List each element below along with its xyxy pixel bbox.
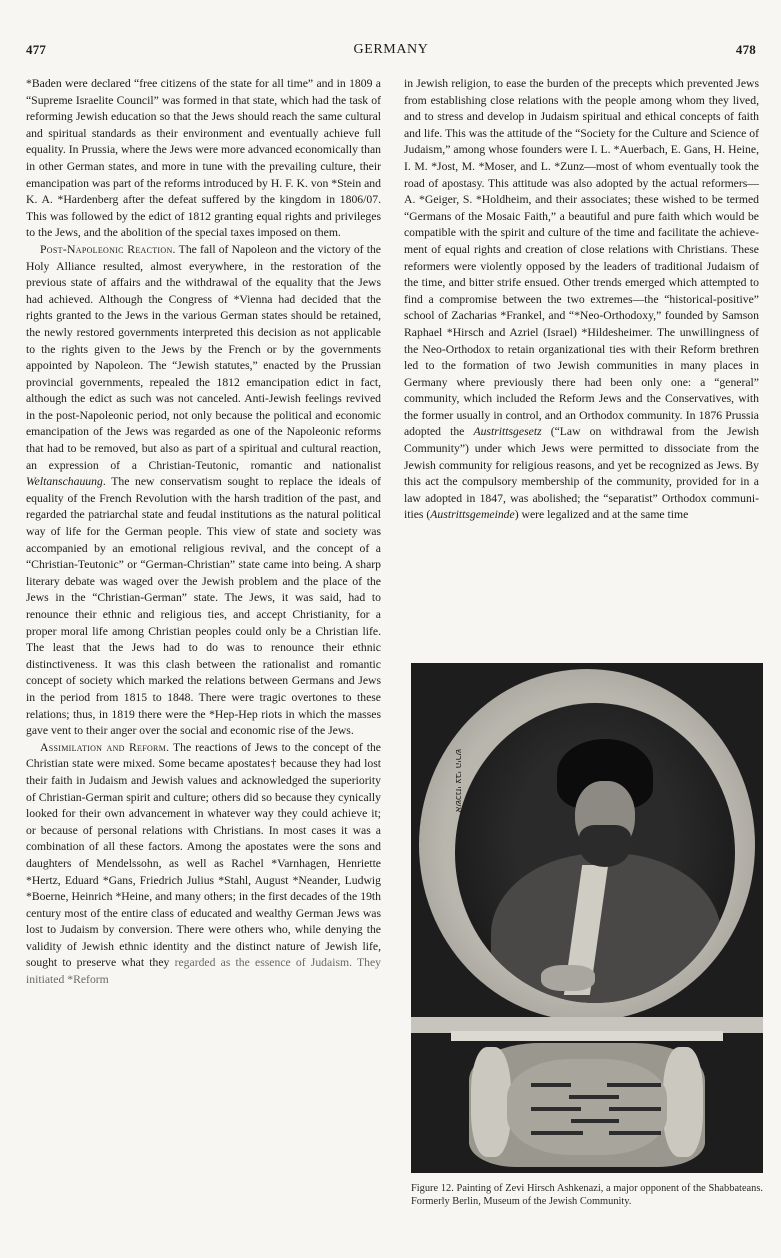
oval-frame bbox=[419, 669, 755, 1021]
paragraph-reform-continued bbox=[404, 76, 759, 524]
paragraph-text: The fall of Napoleon and the victory of the Holy Alliance resulted, almost everywhere, in the restoration of the previous state of affairs and the withdrawal of the equality that the Jews had achieved. Although the Congress of *Vienna had decided that the rights granted to the Jews in the various German states should be retained, the newly restored governments interpreted this decision as not applicable to the rights given to the Jews by the French or by the governments appointed by Napoleon. The “Jewish statutes,” enacted by the Prussian provincial governments, repealed the 1812 emancipation edict in fact, although the edict as such was not canceled. Anti-Jewish feelings revived in the post-Napoleonic period, not only because the political and economic emancipation of the Jews was regarded as one of the Napoleonic reforms that had to be removed, but also as part of a spiritual and cultural reaction, an expression of a Christian-Teutonic, romantic and nationalist bbox=[26, 242, 381, 472]
page-header bbox=[26, 42, 756, 62]
running-title: GERMANY bbox=[353, 42, 429, 57]
paragraph-text: in Jewish religion, to ease the burden of the precepts which prevented Jews from establishing close relations with the people among whom they lived, and to stress and develop in Judaism spiritual and ethical concepts of faith and life. This was the attitude of the “Society for the Culture and Science of Judaism,” among whose founders were I. L. *Auerbach, E. Gans, H. Heine, I. M. *Jost, M. *Moser, and L. *Zunz—most of whom eventually took the road of apostasy. This attitude was also adopted by the actual reformers—A. *Geiger, S. *Holdheim, and their associates; these wished to be termed “Germans of the Mosaic Faith,” a beautiful and pure faith which would be compatible with the spirit and culture of the time and facilitate the achievement of equal rights and creation of close relations with Christians. These reformers were violently opposed by the leaders of traditional Judaism of the time, and bitter strife ensued. Other trends emerged which attempted to find a compromise between the two extremes—the “historical-positive” school of Zacharias *Frankel, and “*Neo-Orthodoxy,” founded by Samson Raphael *Hirsch and Azriel (Israel) *Hildesheimer. The unwillingness of the Neo-Orthodox to retain organizational ties with their Reform brethren led to the formation of two Jewish communities in many places in Germany where previously there had been only one: a “general” community, which included the Reform Jews and the Conservatives, with the former usually in control, and an Orthodox community. In 1876 Prussia adopted the bbox=[404, 77, 759, 439]
paragraph-emancipation bbox=[26, 76, 381, 242]
left-scroll-ornament bbox=[471, 1047, 511, 1157]
hebrew-inscription: אשכנזי צבי הירש bbox=[453, 749, 463, 813]
plaque-text-line bbox=[531, 1131, 583, 1135]
italic-term-austrittsgesetz: Austrittsgesetz bbox=[473, 425, 542, 439]
paragraph-post-napoleonic-reaction bbox=[26, 242, 381, 740]
paragraph-text: The reactions of Jews to the concept of the Christian state were mixed. Some became apostates† because they had lost their faith in Judaism and Jewish values and acknowledged the superiority of Christian-German spirit and culture; others did so because they cynically looked for their own advancement in whatever way they could achieve it; or because of personal relations with Christians. In most cases it was a combination of all these factors. Among the apostates were the sons and daughters of Mendelssohn, as well as Rachel *Varnhagen, Henriette *Hertz, Eduard *Gans, Friedrich Julius *Stahl, August *Neander, Ludwig *Boerne, Heinrich *Heine, and many others; in the first decades of the 19th century most of the entire class of educated and wealthy German Jews was lost to Judaism by conversion. There were others who, while denying the validity of Jewish ethnic identity and the distinct nature of Jewish life, sought to preserve what they bbox=[26, 740, 381, 970]
paragraph-text: ) were legalized and at the same time bbox=[514, 508, 689, 522]
hand-shape bbox=[541, 965, 595, 991]
right-column bbox=[404, 76, 759, 524]
paragraph-text: *Baden were declared “free citizens of the state for all time” and in 1809 a “Supreme Israelite Council” was formed in that state, which had the task of reforming Jewish education so that the Jews should reach the same cultural and spiritual standards as their environment and eventually achieve full equality. In Prussia, where the Jews were more advanced economically than in other German states, and more in tune with the prevailing culture, their emancipation was part of the reforms introduced by H. F. K. von *Stein and K. A. *Hardenberg after the defeat suffered by the kingdom in 1806/07. This was followed by the edict of 1812 granting equal rights and privileges to the Jews, and the abolition of the special taxes imposed on them. bbox=[26, 77, 381, 240]
plaque-text-line bbox=[609, 1107, 661, 1111]
paragraph-assimilation-and-reform bbox=[26, 740, 381, 989]
right-scroll-ornament bbox=[663, 1047, 703, 1157]
cut-off-line: regarded as the essence of Judaism. They initiated *Reform bbox=[26, 956, 381, 987]
plaque-text-line bbox=[609, 1131, 661, 1135]
plaque-text-line bbox=[571, 1119, 619, 1123]
beard-shape bbox=[579, 825, 631, 867]
plaque-text-line bbox=[531, 1083, 571, 1087]
italic-term-austrittsgemeinde: Austrittsgemeinde bbox=[430, 508, 515, 522]
italic-term: Weltanschauung bbox=[26, 475, 103, 489]
right-page-number: 478 bbox=[735, 42, 756, 57]
portrait-figure bbox=[411, 663, 763, 1173]
section-heading-post-napoleonic: Post-Napoleonic Reaction. bbox=[40, 242, 176, 256]
plaque-text-line bbox=[569, 1095, 619, 1099]
figure-caption: Figure 12. Painting of Zevi Hirsch Ashkenazi, a major opponent of the Shabbateans. Formerly Berlin, Museum of the Jewish Community. bbox=[411, 1183, 763, 1208]
paragraph-text: . The new conservatism sought to replace the ideals of equality of the French Revolution with the harsh tradition of the past, and regarded the patriarchal state and feudal institutions as the natural political way of life for the German people. This view of state and society was accompanied by an emotional religious revival, and the concept of a “Christian-Teutonic” or “German-Christian” state came into being. A sharp literary debate was waged over the Jewish problem and the place of the Jews in the “Christian-German” state. The Jews, it was said, had to renounce their ethnic and religious ties, and accept Christianity, for a proper moral life among Christian peoples could only be a Christian life. The least that the Jews had to do was to renounce their ethnic distinctiveness. It was this clash between the rationalist and romantic concept of society which marked the relations between Germans and Jews in the period from 1815 to 1848. There were tragic overtones to these relations; thus, in 1819 there were the *Hep-Hep riots in which the masses gave vent to their anger over the social and economic rise of the Jews. bbox=[26, 475, 381, 738]
plaque-text-line bbox=[607, 1083, 661, 1087]
left-column bbox=[26, 76, 381, 989]
section-heading-assimilation: Assimilation and Reform. bbox=[40, 740, 170, 754]
plaque-text-line bbox=[531, 1107, 581, 1111]
portrait-background bbox=[455, 703, 735, 1003]
left-page-number: 477 bbox=[26, 42, 47, 57]
paragraph-text: (“Law on withdrawal from the Jewish Community”) under which Jews were permitted to dissociate from the Jewish community for religious reasons, and yet be recognized as Jews. By this act the compulsory membership of the community, provided for in a law adopted in 1847, was abolished; the “separatist” Orthodox communiities ( bbox=[404, 425, 759, 522]
frame-ledge-lower bbox=[451, 1031, 723, 1041]
